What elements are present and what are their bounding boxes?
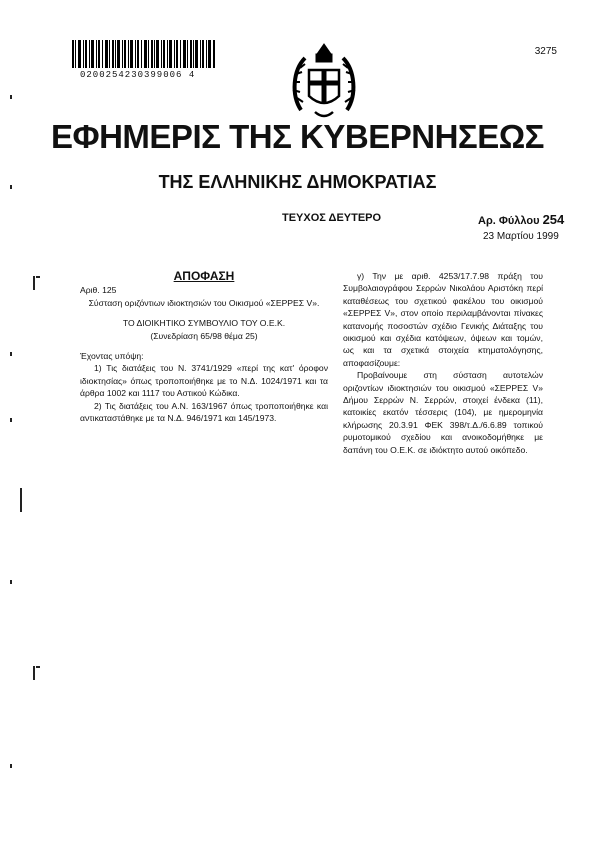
decision-text: Προβαίνουμε στη σύσταση αυτοτελών οριζοντίων ιδιοκτησιών του οικισμού «ΣΕΡΡΕΣ V» Δήμου Σερρών Ν. Σερρών, στοιχεί ένδεκα (11), κατοικίες εκατόν τέσσερις (104), με ημερομηνία κλήρωσης 20.3.91 ΦΕΚ 398/τ.Δ./6.6.89 τοπικού ρυμοτομικού σχεδίου και ανοικοδομήθηκε με δαπάνη του Ο.Ε.Κ. σε ιδιόκτητο αυτού οικόπεδο. bbox=[343, 370, 543, 455]
scan-mark bbox=[20, 488, 22, 512]
scan-mark bbox=[10, 185, 12, 189]
scan-mark bbox=[10, 95, 12, 99]
decision-subject: Σύσταση οριζόντιων ιδιοκτησιών του Οικισμού «ΣΕΡΡΕΣ V». bbox=[88, 297, 320, 308]
scan-mark bbox=[10, 764, 12, 768]
masthead-title: ΕΦΗΜΕΡΙΣ ΤΗΣ ΚΥΒΕΡΝΗΣΕΩΣ bbox=[51, 118, 544, 155]
barcode bbox=[72, 40, 215, 68]
scan-mark bbox=[10, 352, 12, 356]
barcode-number: 0200254230399006 4 bbox=[80, 70, 196, 80]
session-info: (Συνεδρίαση 65/98 θέμα 25) bbox=[150, 330, 258, 341]
having-in-mind: Έχοντας υπόψη: bbox=[80, 351, 144, 362]
decision-title: ΑΠΟΦΑΣΗ bbox=[173, 269, 235, 283]
scan-mark bbox=[10, 580, 12, 584]
legal-basis-item-1: 1) Τις διατάξεις του Ν. 3741/1929 «περί της κατ' όροφον ιδιοκτησίας» όπως τροποποιήθηκε με το Ν.Δ. 1024/1971 και τα άρθρα 1002 και 1117 του Αστικού Κώδικα. bbox=[80, 363, 328, 399]
scan-mark bbox=[33, 666, 35, 680]
page-number: 3275 bbox=[534, 46, 557, 57]
masthead-subtitle: ΤΗΣ ΕΛΛΗΝΙΚΗΣ ΔΗΜΟΚΡΑΤΙΑΣ bbox=[158, 172, 437, 192]
issuing-board: ΤΟ ΔΙΟΙΚΗΤΙΚΟ ΣΥΜΒΟΥΛΙΟ ΤΟΥ Ο.Ε.Κ. bbox=[122, 318, 286, 329]
right-column bbox=[343, 270, 543, 456]
scan-mark bbox=[36, 276, 40, 278]
left-column bbox=[80, 270, 328, 424]
issue-date: 23 Μαρτίου 1999 bbox=[483, 231, 559, 242]
scan-mark bbox=[10, 418, 12, 422]
legal-basis-item-3: γ) Την με αριθ. 4253/17.7.98 πράξη του Συμβολαιογράφου Σερρών Νικολάου Αριστόκη περί καταθέσεως του σχετικού φακέλου του οικισμού «ΣΕΡΡΕΣ V», στον οποίο περιλαμβάνονται πίνακες κατανομής ποσοστών σχέδιο Γενικής Διάταξης του οικισμού και σχέδια κατόψεων, όψεων και τομών, ως και τα σχετικά στοιχεία κτηματολόγησης, αποφασίζουμε: bbox=[343, 271, 543, 368]
legal-basis-item-2: 2) Τις διατάξεις του Α.Ν. 163/1967 όπως τροποποιήθηκε και αντικαταστάθηκε με τα Ν.Δ. 946/1971 και 145/1973. bbox=[80, 400, 328, 424]
sheet-number-label bbox=[478, 212, 564, 227]
coat-of-arms-emblem bbox=[291, 40, 357, 124]
sheet-number: 254 bbox=[542, 212, 565, 227]
reference-number: Αριθ. 125 bbox=[80, 285, 117, 296]
scan-mark bbox=[33, 276, 35, 290]
issue-series: ΤΕΥΧΟΣ ΔΕΥΤΕΡΟ bbox=[282, 212, 382, 224]
sheet-label-text: Αρ. Φύλλου bbox=[478, 215, 540, 227]
scan-mark bbox=[36, 666, 40, 668]
